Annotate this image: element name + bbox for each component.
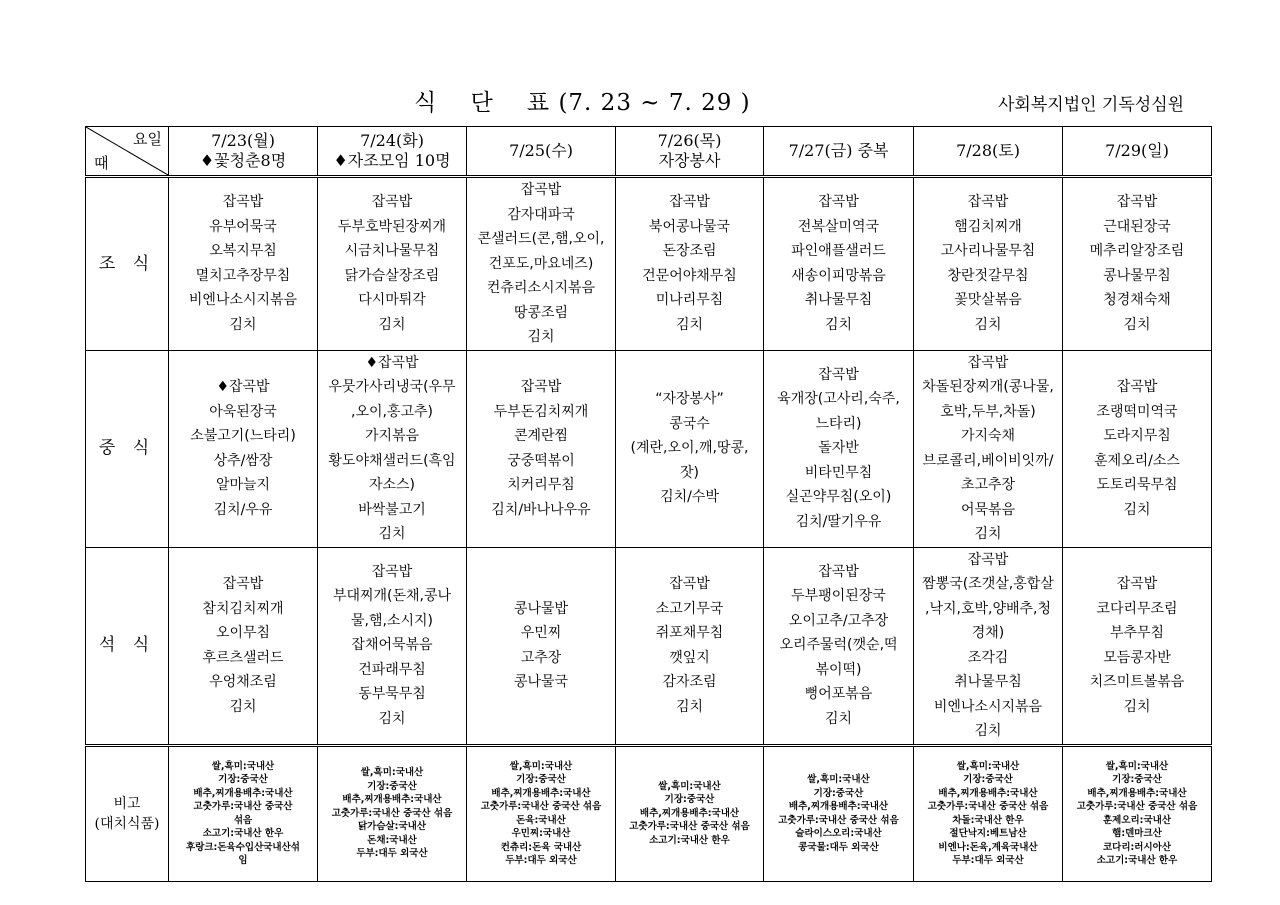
menu-title: 식 단 표 (7. 23 ~ 7. 29 ) [414, 90, 751, 116]
menu-item: 후르츠샐러드 [202, 649, 284, 666]
menu-item: 잡곡밥 [1116, 379, 1158, 395]
menu-item: 쥐포채무침 [655, 625, 724, 641]
breakfast-row [86, 177, 1212, 351]
menu-cell [467, 547, 616, 745]
menu-item: 잡곡밥 [967, 551, 1009, 568]
lunch-row [86, 350, 1212, 547]
menu-item: 잡곡밥 [818, 194, 859, 211]
menu-item: 돈장조림 [662, 243, 717, 260]
menu-item: 유부어묵국 [209, 218, 277, 235]
menu-item: 물,햄,소시지) [351, 612, 433, 629]
origin-item: 쌀,흑미:국내산 [658, 780, 721, 792]
day-date: 7/24(화) [360, 131, 424, 150]
menu-item: 콩국수 [669, 415, 710, 432]
menu-cell [764, 177, 914, 351]
meal-label: 조 식 [86, 177, 169, 351]
menu-cell [467, 350, 616, 547]
day-event: ♦꽃청춘8명 [199, 151, 287, 170]
weekly-menu-table [85, 126, 1212, 882]
day-date: 7/28(토) [956, 141, 1020, 160]
menu-item: 고사리나물무침 [940, 243, 1036, 260]
origin-cell [169, 745, 318, 881]
origin-item: 기장:중국산 [367, 780, 417, 792]
menu-item: 북어콩나물국 [648, 218, 731, 235]
menu-cell [764, 350, 914, 547]
origin-item: 배추,찌개용배추:국내산 [639, 807, 740, 819]
menu-item: 잡곡밥 [520, 379, 562, 395]
organization-name: 사회복지법인 기독성심원 [998, 95, 1185, 115]
menu-item: 코다리무조림 [1096, 600, 1178, 617]
origin-item: 두부:대두 외국산 [356, 848, 428, 860]
menu-item: 닭가슴살장조림 [344, 267, 440, 284]
origin-item: 비엔나:돈육,계육국내산 [938, 841, 1038, 853]
menu-item: 치즈미트볼볶음 [1089, 674, 1185, 690]
menu-item: 김치 [974, 316, 1002, 333]
menu-item: 잡곡밥 [520, 182, 562, 198]
notes-label-line: (대치식품) [94, 815, 160, 832]
menu-item: 비타민무침 [804, 464, 873, 481]
menu-item: 호박,두부,차돌) [940, 403, 1036, 420]
menu-cell [914, 350, 1063, 547]
origin-item: 배추,찌개용배추:국내산 [788, 801, 889, 812]
menu-cell [616, 177, 764, 351]
menu-item: 근대된장국 [1103, 218, 1171, 235]
origin-item: 두부:대두 외국산 [952, 855, 1024, 866]
menu-item: 오복지무침 [209, 243, 277, 260]
origin-item: 쌀,흑미:국내산 [1105, 760, 1169, 772]
day-header [318, 127, 467, 177]
menu-item: 잡곡밥 [967, 194, 1009, 211]
menu-item: 컨츄리소시지볶음 [486, 280, 596, 296]
menu-item: 알마늘지 [215, 477, 271, 493]
menu-item: 메추리알장조림 [1089, 243, 1185, 260]
menu-cell [318, 350, 467, 547]
menu-item: 김치/바나나우유 [491, 501, 591, 518]
menu-item: 파인애플샐러드 [791, 243, 886, 260]
menu-item: 김치/수박 [660, 489, 719, 506]
menu-item: 햄김치찌개 [954, 218, 1022, 235]
menu-item: 모듬콩자반 [1103, 649, 1171, 666]
origin-item: 쌀,흑미:국내산 [509, 760, 573, 772]
menu-item: 전복살미역국 [797, 218, 880, 235]
menu-item: 치커리무침 [507, 477, 575, 493]
day-header [616, 127, 764, 177]
menu-cell [169, 350, 318, 547]
menu-item: 김치 [974, 526, 1002, 542]
notes-label [86, 745, 169, 881]
menu-item: 김치/딸기우유 [795, 513, 882, 530]
menu-item: 궁중떡볶이 [507, 452, 575, 469]
origin-cell [616, 745, 764, 881]
day-event: 자장봉사 [658, 151, 721, 170]
menu-cell [467, 177, 616, 351]
menu-item: 잡곡밥 [669, 576, 710, 592]
menu-item: 건문어야채무침 [642, 267, 737, 284]
origin-cell [467, 745, 616, 881]
menu-item: 아욱된장국 [209, 403, 277, 420]
day-date: 7/23(월) [211, 131, 275, 150]
header-row [86, 127, 1212, 177]
menu-item: 돌자반 [818, 440, 859, 457]
menu-item: 실곤약무침(오이) [785, 489, 892, 506]
dinner-row [86, 547, 1212, 745]
menu-item: 잡곡밥 [371, 194, 413, 211]
menu-item: 콩나물무침 [1103, 267, 1171, 284]
menu-item: 콘계란찜 [513, 428, 569, 444]
menu-cell [1063, 547, 1212, 745]
menu-item: 건파래무침 [358, 661, 426, 678]
menu-item: ♦잡곡밥 [365, 354, 419, 371]
menu-cell [318, 547, 467, 745]
origin-item: 기장:중국산 [218, 774, 268, 785]
menu-item: 김치 [1123, 501, 1151, 518]
origin-item: 배추,찌개용배추:국내산 [193, 787, 293, 799]
origin-item: 닭가슴살:국내산 [357, 821, 427, 833]
menu-item: 오이무침 [215, 625, 271, 641]
day-date: 7/27(금) 중복 [788, 141, 889, 160]
origin-item: 고춧가루:국내산 중국산 섞음 [778, 814, 899, 826]
menu-item: 김치 [824, 316, 853, 333]
menu-item: 조각김 [967, 649, 1009, 666]
menu-item: 콘샐러드(콘,햄,오이, [477, 231, 605, 247]
menu-item: 잡곡밥 [1116, 194, 1158, 211]
menu-cell [1063, 177, 1212, 351]
menu-item: 취나물무침 [804, 292, 873, 309]
menu-item: 김치 [527, 329, 555, 345]
origin-item: 소고기:국내산 한우 [202, 828, 284, 839]
menu-item: 땅콩조림 [513, 304, 569, 321]
menu-item: 김치 [1123, 698, 1151, 715]
menu-item: 참치김치찌개 [202, 600, 284, 617]
menu-item: 우엉채조림 [209, 674, 277, 690]
origin-item: 고춧가루:국내산 중국산 섞음 [629, 821, 750, 833]
menu-item: 꽃맛살볶음 [954, 292, 1022, 309]
corner-cell [86, 127, 169, 177]
menu-cell [914, 547, 1063, 745]
menu-item: 김치 [229, 698, 257, 715]
origin-item: 임 [238, 855, 248, 866]
origin-item: 햄:덴마크산 [1112, 828, 1162, 839]
menu-item: 청경채숙채 [1103, 292, 1171, 309]
menu-item: 콩나물국 [513, 674, 569, 690]
origin-item: 훈제오리:국내산 [1102, 814, 1172, 826]
origin-item: 배추,찌개용배추:국내산 [491, 787, 591, 799]
origin-item: 후랑크:돈육수입산국내산섞 [186, 841, 300, 853]
menu-item: 다시마튀각 [358, 292, 426, 309]
menu-item: 잡곡밥 [222, 576, 264, 592]
menu-item: 조랭떡미역국 [1096, 403, 1178, 420]
menu-cell [1063, 350, 1212, 547]
menu-item: 미나리무침 [655, 292, 724, 309]
menu-item: 잡곡밥 [967, 354, 1009, 371]
menu-item: 창란젓갈무침 [947, 267, 1029, 284]
origin-item: 배추,찌개용배추:국내산 [342, 794, 442, 806]
origin-item: 고춧가루:국내산 중국산 섞음 [1076, 801, 1198, 812]
menu-item: 잡곡밥 [818, 366, 859, 383]
menu-item: 경채) [971, 625, 1005, 641]
menu-item: 도토리묵무침 [1096, 477, 1178, 493]
menu-item: 소고기무국 [655, 600, 724, 617]
origin-item: 소고기:국내산 한우 [1096, 855, 1178, 866]
menu-item: 훈제오리/소스 [1094, 452, 1180, 469]
notes-row [86, 745, 1212, 881]
origin-cell [318, 745, 467, 881]
menu-item: 건포도,마요네즈) [488, 255, 594, 272]
menu-item: 두부호박된장찌개 [337, 218, 447, 235]
menu-item: 잡곡밥 [1116, 576, 1158, 592]
corner-day-label: 요일 [133, 130, 162, 148]
menu-item: 김치 [378, 316, 406, 333]
menu-cell [169, 177, 318, 351]
origin-item: 쌀,흑미:국내산 [360, 767, 424, 779]
meal-label: 중 식 [86, 350, 169, 547]
menu-item: 잡곡밥 [222, 194, 264, 211]
origin-item: 고춧가루:국내산 중국산 섞음 [480, 801, 602, 812]
origin-item: 기장:중국산 [664, 794, 715, 806]
origin-item: 우민찌:국내산 [511, 828, 571, 839]
menu-item: 김치 [675, 316, 704, 333]
corner-meal-label: 때 [94, 154, 109, 172]
menu-item: 잣) [680, 464, 699, 481]
origin-item: 두부:대두 외국산 [505, 855, 577, 866]
origin-item: 배추,찌개용배추:국내산 [938, 787, 1038, 799]
origin-cell [1063, 745, 1212, 881]
origin-item: 고춧가루:국내산 중국산 섞음 [331, 807, 453, 819]
day-header [169, 127, 318, 177]
menu-item: 자소스) [368, 477, 416, 493]
menu-item: ♦잡곡밥 [216, 379, 270, 395]
day-header [467, 127, 616, 177]
menu-item: (계란,오이,깨,땅콩, [630, 440, 749, 457]
menu-item: 김치 [229, 316, 257, 333]
menu-item: 우민찌 [520, 625, 562, 641]
menu-item: 비엔나소시지볶음 [188, 292, 298, 309]
menu-item: 도라지무침 [1103, 428, 1171, 444]
origin-item: 배추,찌개용배추:국내산 [1087, 787, 1187, 799]
day-date: 7/26(목) [657, 131, 722, 150]
day-header [914, 127, 1063, 177]
menu-item: 고추장 [520, 649, 562, 666]
menu-item: 느타리) [815, 415, 862, 432]
origin-item: 기장:중국산 [1112, 774, 1162, 785]
menu-cell [764, 547, 914, 745]
origin-item: 섞음 [233, 814, 253, 826]
menu-item: 소불고기(느타리) [190, 428, 296, 444]
day-event: ♦자조모임 10명 [333, 151, 451, 170]
origin-item: 슬라이스오리:국내산 [795, 828, 882, 839]
menu-item: 황도야채샐러드(흑임 [328, 452, 456, 469]
meal-label: 석 식 [86, 547, 169, 745]
menu-item: 김치 [378, 526, 406, 542]
menu-item: 육개장(고사리,숙주, [777, 391, 900, 408]
menu-item: 비엔나소시지볶음 [933, 698, 1043, 715]
menu-item: “자장봉사” [655, 391, 724, 408]
origin-item: 컨츄리:돈육 국내산 [500, 841, 582, 853]
menu-item: 가지숙채 [960, 428, 1016, 444]
menu-item: 어묵볶음 [960, 501, 1016, 518]
origin-item: 차돌:국내산 한우 [952, 814, 1024, 826]
menu-item: 감자조림 [662, 674, 717, 690]
day-date: 7/25(수) [509, 141, 573, 160]
origin-item: 돈육:국내산 [516, 814, 566, 826]
origin-item: 쌀,흑미:국내산 [211, 760, 275, 772]
menu-item: 잡곡밥 [371, 563, 413, 580]
day-date: 7/29(일) [1105, 141, 1169, 160]
menu-item: 뻥어포볶음 [804, 686, 873, 703]
menu-item: 부대찌개(돈채,콩나 [332, 588, 452, 605]
menu-cell [914, 177, 1063, 351]
menu-cell [616, 350, 764, 547]
menu-item: 감자대파국 [507, 206, 575, 223]
menu-item: 잡곡밥 [818, 563, 859, 580]
menu-item: 바싹불고기 [358, 501, 426, 518]
menu-item: 차돌된장찌개(콩나물, [922, 379, 1054, 395]
origin-item: 기장:중국산 [516, 774, 566, 785]
menu-item: 콩나물밥 [513, 600, 569, 617]
origin-item: 쌀,흑미:국내산 [807, 774, 870, 785]
origin-item: 콩국물:대두 외국산 [798, 841, 879, 853]
menu-item: 시금치나물무침 [344, 243, 440, 260]
origin-cell [914, 745, 1063, 881]
menu-item: 잡채어묵볶음 [351, 637, 433, 654]
menu-item: 김치 [378, 710, 406, 727]
menu-item: ,오이,홍고추) [351, 403, 433, 420]
menu-item: 오이고추/고추장 [788, 612, 889, 629]
menu-item: 취나물무침 [954, 674, 1022, 690]
menu-item: 초고추장 [960, 477, 1016, 493]
day-header [1063, 127, 1212, 177]
menu-cell [616, 547, 764, 745]
menu-item: 가지볶음 [364, 428, 420, 444]
menu-item: 김치 [974, 723, 1002, 739]
origin-item: 고춧가루:국내산 중국산 [193, 801, 293, 812]
menu-item: 부추무침 [1109, 625, 1165, 641]
notes-label-line: 비고 [113, 795, 141, 812]
menu-cell [169, 547, 318, 745]
origin-item: 절단낙지:베트남산 [949, 828, 1027, 839]
day-header [764, 127, 914, 177]
menu-item: 볶이떡) [815, 661, 862, 678]
menu-item: 상추/쌈장 [213, 452, 273, 469]
menu-item: 멸치고추장무침 [195, 267, 291, 284]
menu-cell [318, 177, 467, 351]
origin-item: 소고기:국내산 한우 [649, 834, 730, 846]
menu-item: 두부돈김치찌개 [493, 403, 589, 420]
menu-item: 동부묵무침 [358, 686, 426, 703]
menu-item: 오리주물럭(깻순,떡 [779, 637, 898, 654]
menu-item: 김치 [824, 710, 853, 727]
origin-item: 코다리:러시아산 [1102, 841, 1172, 853]
origin-cell [764, 745, 914, 881]
origin-item: 기장:중국산 [813, 787, 864, 799]
menu-item: 짬뽕국(조갯살,홍합살 [922, 576, 1054, 592]
menu-item: 새송이피망볶음 [791, 267, 886, 284]
menu-item: 김치/우유 [213, 501, 273, 518]
origin-item: 기장:중국산 [963, 774, 1013, 785]
menu-item: ,낙지,호박,양배추,청 [925, 600, 1051, 617]
menu-item: 우뭇가사리냉국(우무 [328, 379, 456, 395]
menu-item: 깻잎지 [669, 649, 710, 666]
menu-item: 두부팽이된장국 [791, 588, 886, 605]
menu-item: 김치 [1123, 316, 1151, 333]
menu-item: 브로콜리,베이비잇까/ [922, 452, 1054, 469]
menu-item: 김치 [675, 698, 704, 715]
origin-item: 쌀,흑미:국내산 [956, 760, 1020, 772]
menu-item: 잡곡밥 [669, 194, 710, 211]
origin-item: 고춧가루:국내산 중국산 섞음 [927, 801, 1049, 812]
origin-item: 돈채:국내산 [367, 834, 417, 846]
